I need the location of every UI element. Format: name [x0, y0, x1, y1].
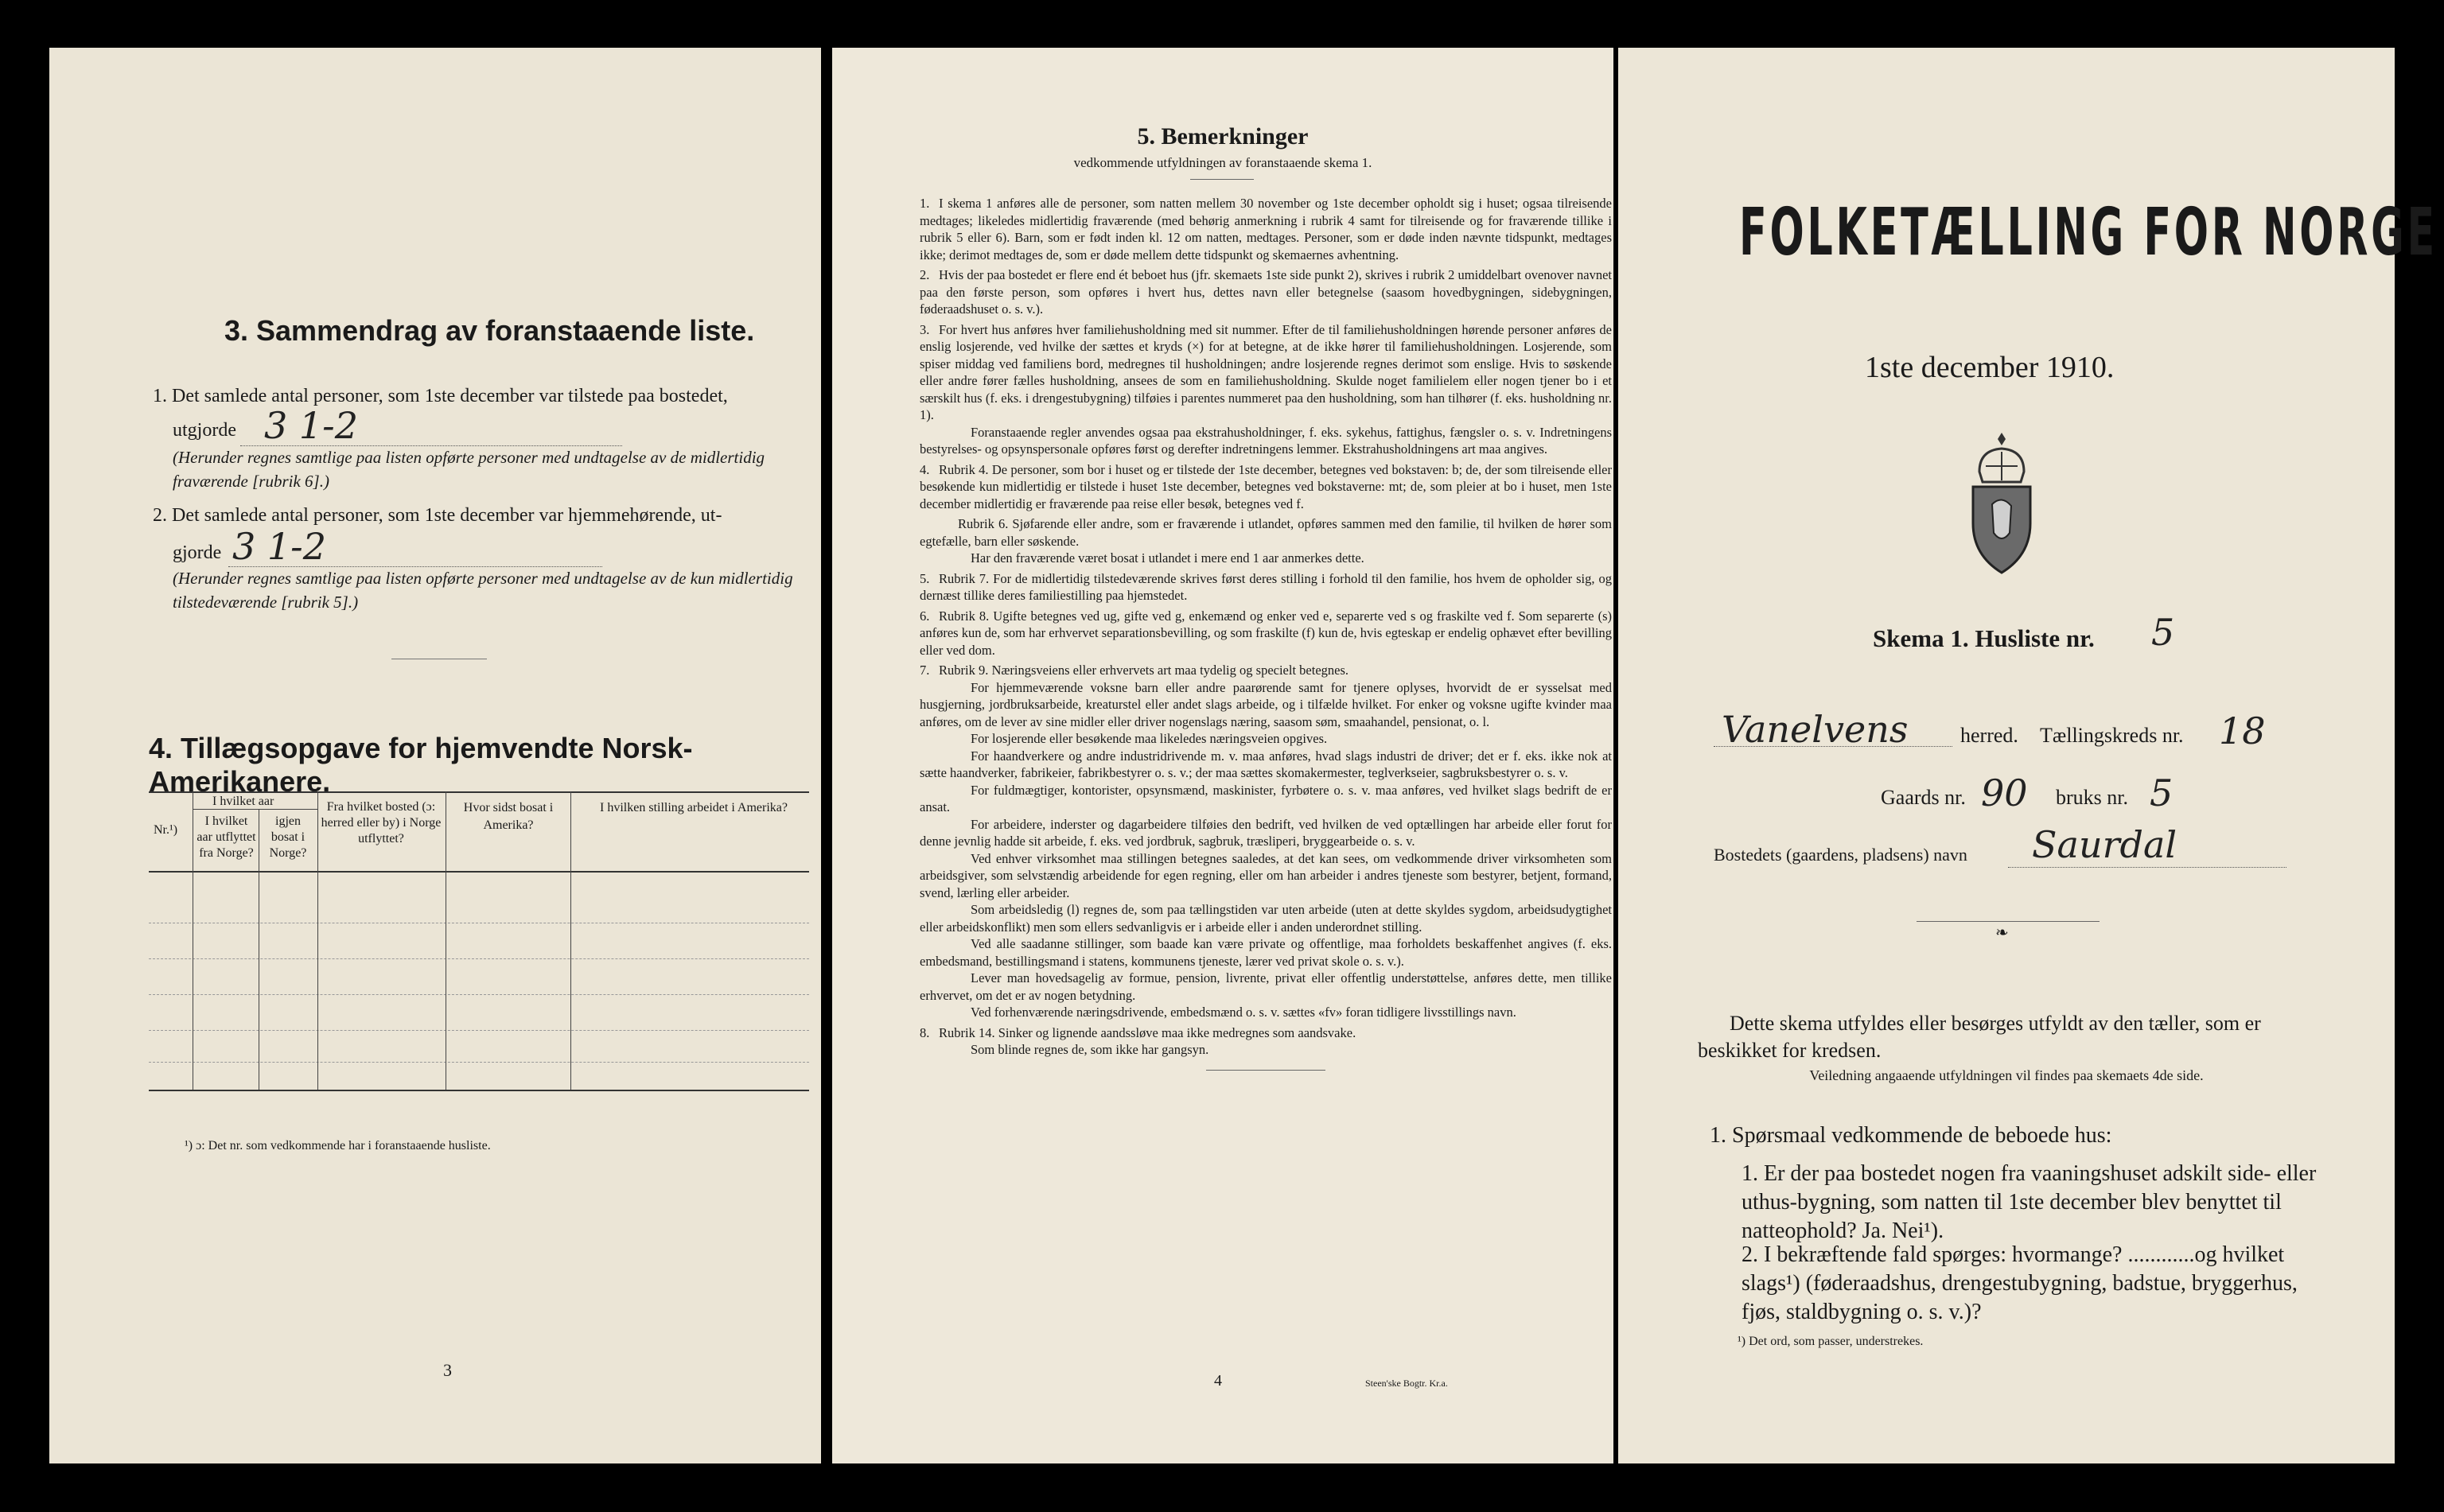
remark-item: 5. Rubrik 7. For de midlertidig tilstedeværende skrives først deres stilling i forhold til den familie, hos hvem de opholder sig, og dernæst tillike deres familiestilling paa hjemstedet. [920, 570, 1612, 603]
col-group: I hvilket aar [212, 795, 274, 808]
item1-value: 3 1-2 [264, 404, 358, 447]
q1-title: 1. Spørsmaal vedkommende de beboede hus: [1710, 1123, 2112, 1148]
section3-title: 3. Sammendrag av foranstaaende liste. [224, 314, 755, 347]
remark-item: Som blinde regnes de, som ikke har gangsyn. [971, 1042, 1209, 1057]
remark-item: For losjerende eller besøkende maa likeledes næringsveien opgives. [971, 731, 1328, 746]
remark-item: 1. I skema 1 anføres alle de personer, som natten mellem 30 november og 1ste december opholdt sig i huset; ogsaa tilreisende medtages; likeledes midlertidig fraværende (med behørig anmerkning i rubrik 4 samt for tilreisende og for fraværende tillike i rubrik 5 eller 6). Barn, som er født inden kl. 12 om natten, medtages. Personer, som er døde inden nævnte tidspunkt, medtages ikke; derimot medtages de, som er døde mellem dette tidspunkt og skemaernes avhentning. [920, 196, 1612, 262]
remark-item: Ved forhenværende næringsdrivende, embedsmænd o. s. v. sættes «fv» foran tidligere livsstillings navn. [971, 1005, 1516, 1020]
kreds-nr: 18 [2219, 709, 2266, 752]
remark-item: Som arbeidsledig (l) regnes de, som paa tællingstiden var uten arbeide (uten at dette skyldes sygdom, arbeidsudygtighet eller arbeidskonflikt) men som ellers sedvanligvis er i arbeide eller i anden underordnet stilling. [920, 902, 1612, 935]
page-number-middle: 4 [1214, 1372, 1222, 1390]
remarks-subtitle: vedkommende utfyldningen av foranstaaende skema 1. [1073, 155, 1372, 170]
remark-item: For hjemmeværende voksne barn eller andre paarørende samt for tjenere oplyses, hvorvidt de er sysselsat med husgjerning, jordbruksarbeide, kreaturstel eller andet slags arbeide, og i tilfælde hvilket. For enker og voksne ugifte kvinder maa anføres, om de lever av sine midler eller driver nogenslags næring, saasom søm, smaahandel, pensionat, o. l. [920, 679, 1612, 729]
q1-2: 2. I bekræftende fald spørges: hvormange? ............og hvilket slags¹) (føderaadshus, drengestubygning, badstue, bryggerhus, fjøs, staldbygning o. s. v.)? [1742, 1242, 2298, 1324]
remark-item: Rubrik 6. Sjøfarende eller andre, som er fraværende i utlandet, opføres sammen med den familie, til hvilken de hører som egtefælle, barn eller søskende. [920, 516, 1612, 549]
remark-item: Ved enhver virksomhet maa stillingen betegnes saaledes, at det kan sees, om vedkommende driver virksomheten som arbeidsgiver, som selvstændig arbeidende for egen regning, eller om han arbeider i andres tjeneste som bestyrer, betjent, formand, svend, lærling eller arbeider. [920, 850, 1612, 900]
printer-mark: Steen'ske Bogtr. Kr.a. [1365, 1378, 1448, 1389]
remark-item: Har den fraværende været bosat i utlandet i mere end 1 aar anmerkes dette. [971, 550, 1364, 566]
item2-note: (Herunder regnes samtlige paa listen opførte personer med undtagelse av de kun midlertidig tilstedeværende [rubrik 5].) [173, 569, 793, 612]
page-number-left: 3 [443, 1360, 452, 1380]
bosted-dotline [2008, 867, 2286, 868]
page-left [49, 48, 821, 1463]
bosted-value: Saurdal [2032, 823, 2177, 866]
remark-item: 4. Rubrik 4. De personer, som bor i huset og er tilstede der 1ste december, betegnes ved bokstaven: b; de, der som tilreisende eller besøkende kun midlertidig er tilstede i huset 1ste december, betegnes ved bokstaverne: mt; de, som pleier at bo i huset, men 1ste december midlertidig er fraværende paa reise eller besøk, betegnes ved f. [920, 461, 1612, 511]
remark-item: Lever man hovedsagelig av formue, pension, livrente, privat eller offentlig understøttelse, anføres dette, men tillike erhvervet, om det er av nogen betydning. [920, 970, 1612, 1003]
remark-item: 2. Hvis der paa bostedet er flere end ét beboet hus (jfr. skemaets 1ste side punkt 2), skrives i rubrik 2 umiddelbart ovenover navnet paa den første person, som opføres i hvert hus, dettes navn eller betegnelse (saasom hovedbygningen, sidebygningen, føderaadshuset o. s. v.). [920, 267, 1612, 317]
q1-1: 1. Er der paa bostedet nogen fra vaaningshuset adskilt side- eller uthus-bygning, som natten til 1ste december blev benyttet til natteophold? Ja. Nei¹). [1742, 1161, 2317, 1243]
remark-item: 7. Rubrik 9. Næringsveiens eller erhvervets art maa tydelig og specielt betegnes. [920, 663, 1349, 678]
remark-item: Foranstaaende regler anvendes ogsaa paa ekstrahusholdninger, f. eks. sykehus, fattighus, fængsler o. s. v. Indretningens bestyrelses- og opsynspersonale opføres først og derefter indretningens lemmer. Ekstrahusholdningens art maa angives. [920, 424, 1612, 457]
remark-item: For fuldmægtiger, kontorister, opsynsmænd, maskinister, fyrbøtere o. s. v. maa anføres, ved hvilket slags bedrift de er ansat. [920, 782, 1612, 814]
remark-item: 3. For hvert hus anføres hver familiehusholdning med sit nummer. Efter de til familiehusholdningen hørende personer anføres de enslig losjerende, ved hvilke der sættes et kryds (×) for at betegne, at de ikke hører til familiehusholdningen. Losjerende, som spiser middag ved familiens bord, medregnes til husholdningen; andre losjerende regnes derimot som enslige. Hvis to søskende eller andre fører fælles husholdning, ansees de som en familiehusholdning. Skulde noget familielem eller nogen tjener bo i et særskilt hus (f. eks. i drengestubygning) tilføies i parentes nummeret paa den husholdning, som han tilhører (f. eks. husholdning nr. 1). [920, 321, 1612, 422]
page-right [1618, 48, 2438, 1463]
col-utflyttet: I hvilket aar utflyttet fra Norge? [197, 814, 256, 860]
item1-note: (Herunder regnes samtlige paa listen opførte personer med undtagelse av de midlertidig fraværende [rubrik 6].) [173, 448, 765, 491]
coat-of-arms-icon [1962, 428, 2041, 579]
col-bosted: Fra hvilket bosted (ɔ: herred eller by) i Norge utflyttet? [321, 800, 442, 845]
remarks-title: 5. Bemerkninger [1137, 123, 1309, 150]
remark-item: For haandverkere og andre industridrivende m. v. maa anføres, hvad slags industri de driver; det er f. eks. ikke nok at sætte haandverker, fabrikeier, fabrikbestyrer o. s. v.; der maa sættes skomakermester, teglverkseier, sagbruksbestyrer o. s. v. [920, 748, 1612, 780]
norsk-amerikanere-table [149, 791, 809, 1189]
skema-label: Skema 1. Husliste nr. [1873, 624, 2095, 652]
instruction-text: Dette skema utfyldes eller besørges utfyldt av den tæller, som er beskikket for kredsen. [1698, 1012, 2261, 1062]
remark-item: 6. Rubrik 8. Ugifte betegnes ved ug, gifte ved g, enkemænd og enker ved e, separerte ved s og fraskilte ved f. Som separerte (s) anføres kun de, som har erhvervet separationsbevilling, og som fraskilte (f) kun de, hvis egteskap er endelig ophævet efter bevilling eller ved dom. [920, 608, 1612, 658]
item2-label: gjorde [173, 542, 222, 563]
remark-item: 8. Rubrik 14. Sinker og lignende aandssløve maa ikke medregnes som aandsvake. [920, 1024, 1356, 1040]
col-nr: Nr.¹) [154, 823, 178, 837]
col-stilling: I hvilken stilling arbeidet i Amerika? [600, 801, 788, 814]
kreds-label: Tællingskreds nr. [2040, 724, 2184, 747]
census-title: FOLKETÆLLING FOR NORGE [1739, 195, 2438, 270]
herred-dotline [1714, 746, 1952, 747]
herred-value: Vanelvens [1722, 708, 1909, 751]
bruks-nr: 5 [2150, 772, 2174, 814]
herred-label: herred. [1960, 724, 2018, 747]
item2-value: 3 1-2 [232, 525, 326, 568]
item2-line: 2. Det samlede antal personer, som 1ste december var hjemmehørende, ut- [153, 505, 722, 526]
col-amerika: Hvor sidst bosat i Amerika? [463, 801, 554, 832]
remark-item: For arbeidere, inderster og dagarbeidere tilføies den bedrift, ved hvilken de ved optællingen har arbeide eller forut for denne jevnlig hadde sit arbeide, f. eks. ved jordbruk, sagbruk, træsliperi, bryggearbeide o. s. v. [920, 816, 1612, 849]
col-igjen: igjen bosat i Norge? [269, 814, 307, 860]
census-date: 1ste december 1910. [1865, 351, 2115, 384]
remarks-list [920, 195, 1612, 1071]
gaards-label: Gaards nr. [1881, 786, 1966, 809]
item1-line: 1. Det samlede antal personer, som 1ste december var tilstede paa bostedet, [153, 386, 728, 406]
gaards-nr: 90 [1981, 772, 2028, 814]
remarks-end-divider [1206, 1070, 1325, 1071]
instruction-small: Veiledning angaaende utfyldningen vil findes paa skemaets 4de side. [1809, 1067, 2204, 1083]
page-middle [832, 48, 1613, 1463]
husliste-nr: 5 [2151, 611, 2175, 654]
remarks-divider [1190, 179, 1254, 180]
ornament-divider [1917, 921, 2100, 922]
section4-footnote: ¹) ɔ: Det nr. som vedkommende har i foranstaaende husliste. [185, 1139, 491, 1152]
item1-label: utgjorde [173, 420, 236, 441]
remark-item: Ved alle saadanne stillinger, som baade kan være private og offentlige, maa forholdets beskaffenhet angives (f. eks. embedsmand, bestillingsmand i statens, kommunens tjeneste, lærer ved privat skole o. s. v.). [920, 936, 1612, 969]
bruks-label: bruks nr. [2056, 786, 2128, 809]
right-footnote: ¹) Det ord, som passer, understrekes. [1738, 1335, 1924, 1348]
section4-title: 4. Tillægsopgave for hjemvendte Norsk-Amerikanere. [149, 732, 693, 798]
ornament-icon: ❧ [1995, 924, 2009, 942]
bosted-label: Bostedets (gaardens, pladsens) navn [1714, 845, 1967, 865]
